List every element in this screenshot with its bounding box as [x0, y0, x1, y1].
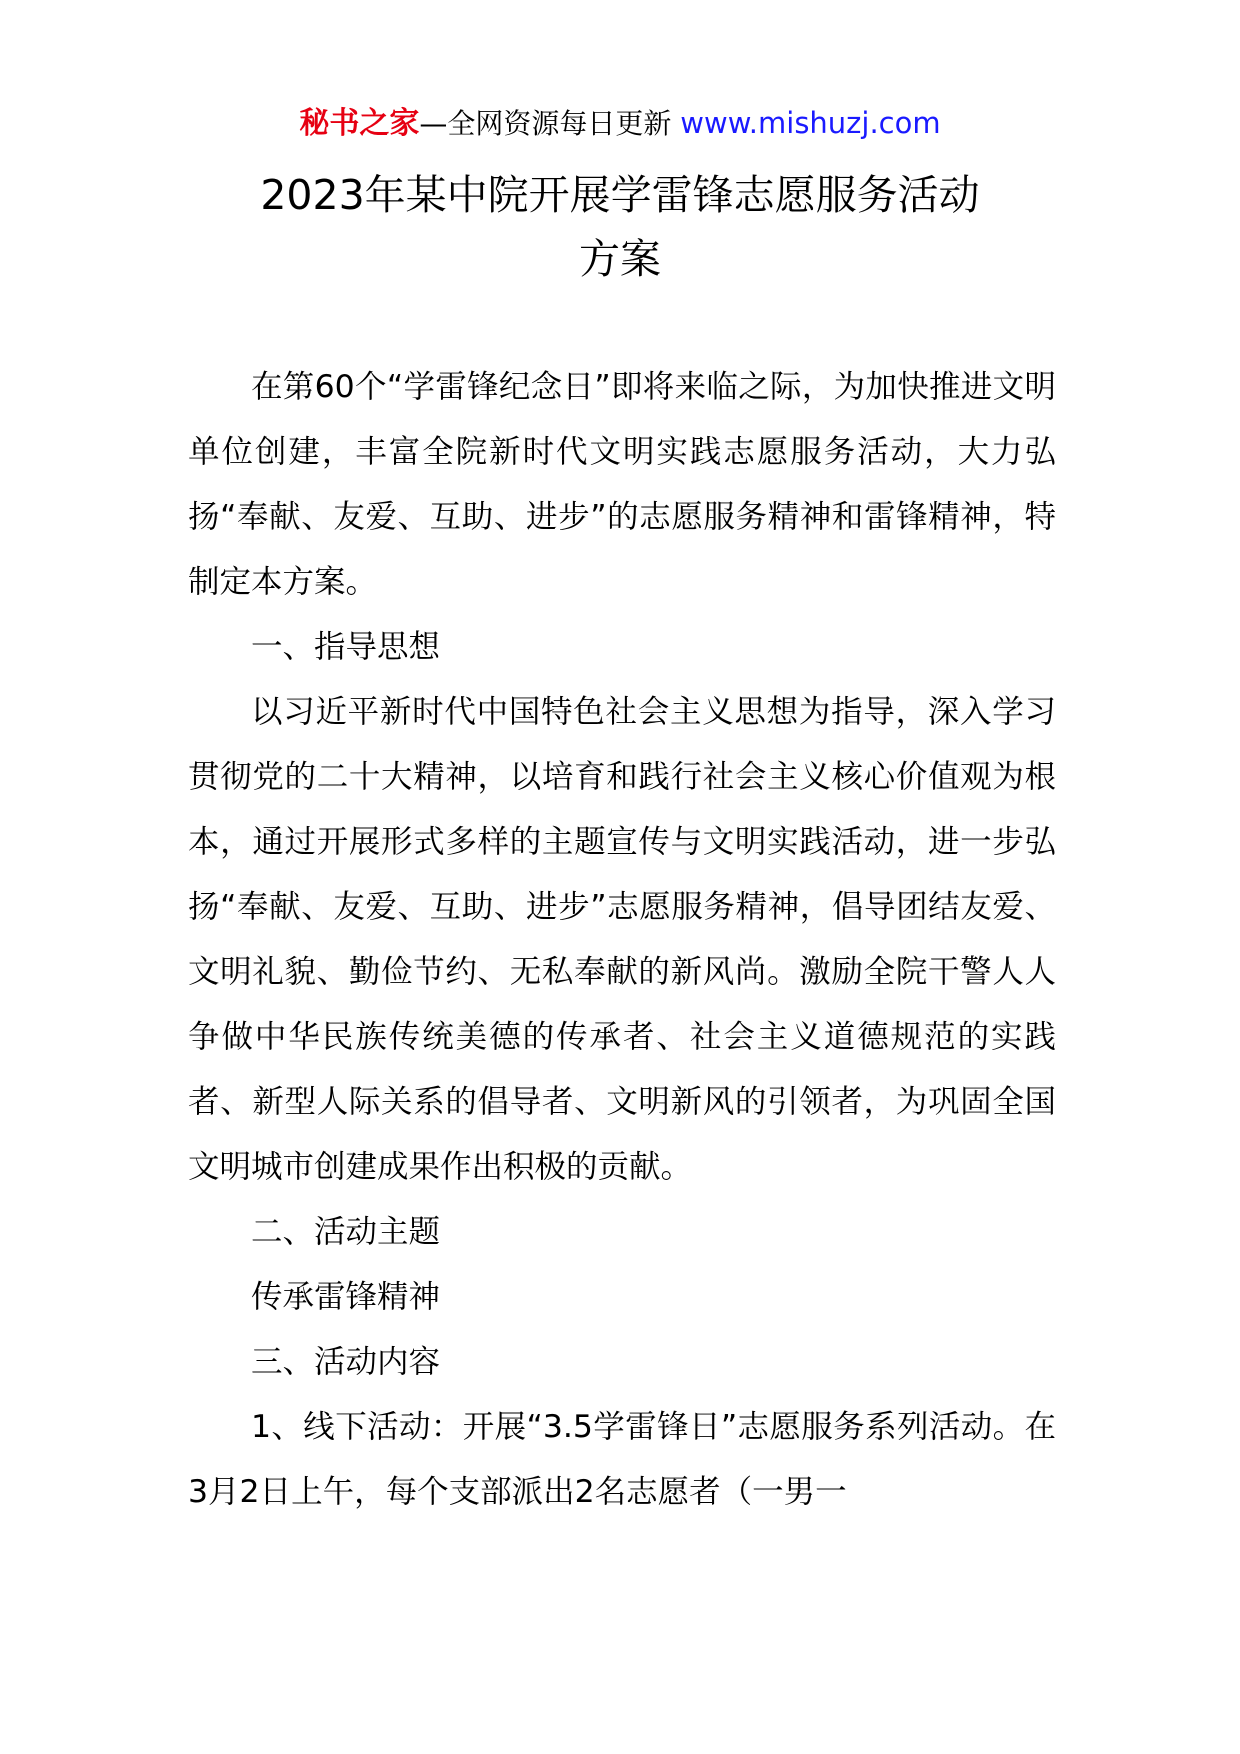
document-title [160, 163, 1080, 291]
document-body [188, 355, 1056, 1525]
section-heading-guiding-thought: 一、指导思想 [251, 629, 441, 665]
brand-name: 秘书之家 [299, 106, 420, 141]
brand-slogan: —全网资源每日更新 [419, 107, 672, 140]
watermark-header [0, 103, 1240, 144]
section-heading-activity-content: 三、活动内容 [251, 1344, 441, 1380]
site-url: www.mishuzj.com [680, 106, 941, 140]
intro-paragraph: 在第60个“学雷锋纪念日”即将来临之际，为加快推进文明单位创建，丰富全院新时代文明实践志愿服务活动，大力弘扬“奉献、友爱、互助、进步”的志愿服务精神和雷锋精神，特制定本方案。 [188, 369, 1056, 600]
title-line-2: 方案 [579, 235, 661, 283]
activity-theme-text: 传承雷锋精神 [251, 1279, 441, 1315]
activity-item-1-paragraph: 1、线下活动：开展“3.5学雷锋日”志愿服务系列活动。在3月2日上午，每个支部派出2名志愿者（一男一 [188, 1409, 1056, 1510]
guiding-thought-paragraph: 以习近平新时代中国特色社会主义思想为指导，深入学习贯彻党的二十大精神，以培育和践行社会主义核心价值观为根本，通过开展形式多样的主题宣传与文明实践活动，进一步弘扬“奉献、友爱、互助、进步”志愿服务精神，倡导团结友爱、文明礼貌、勤俭节约、无私奉献的新风尚。激励全院干警人人争做中华民族传统美德的传承者、社会主义道德规范的实践者、新型人际关系的倡导者、文明新风的引领者，为巩固全国文明城市创建成果作出积极的贡献。 [188, 694, 1056, 1185]
title-line-1: 2023年某中院开展学雷锋志愿服务活动 [260, 171, 980, 219]
section-heading-activity-theme: 二、活动主题 [251, 1214, 441, 1250]
